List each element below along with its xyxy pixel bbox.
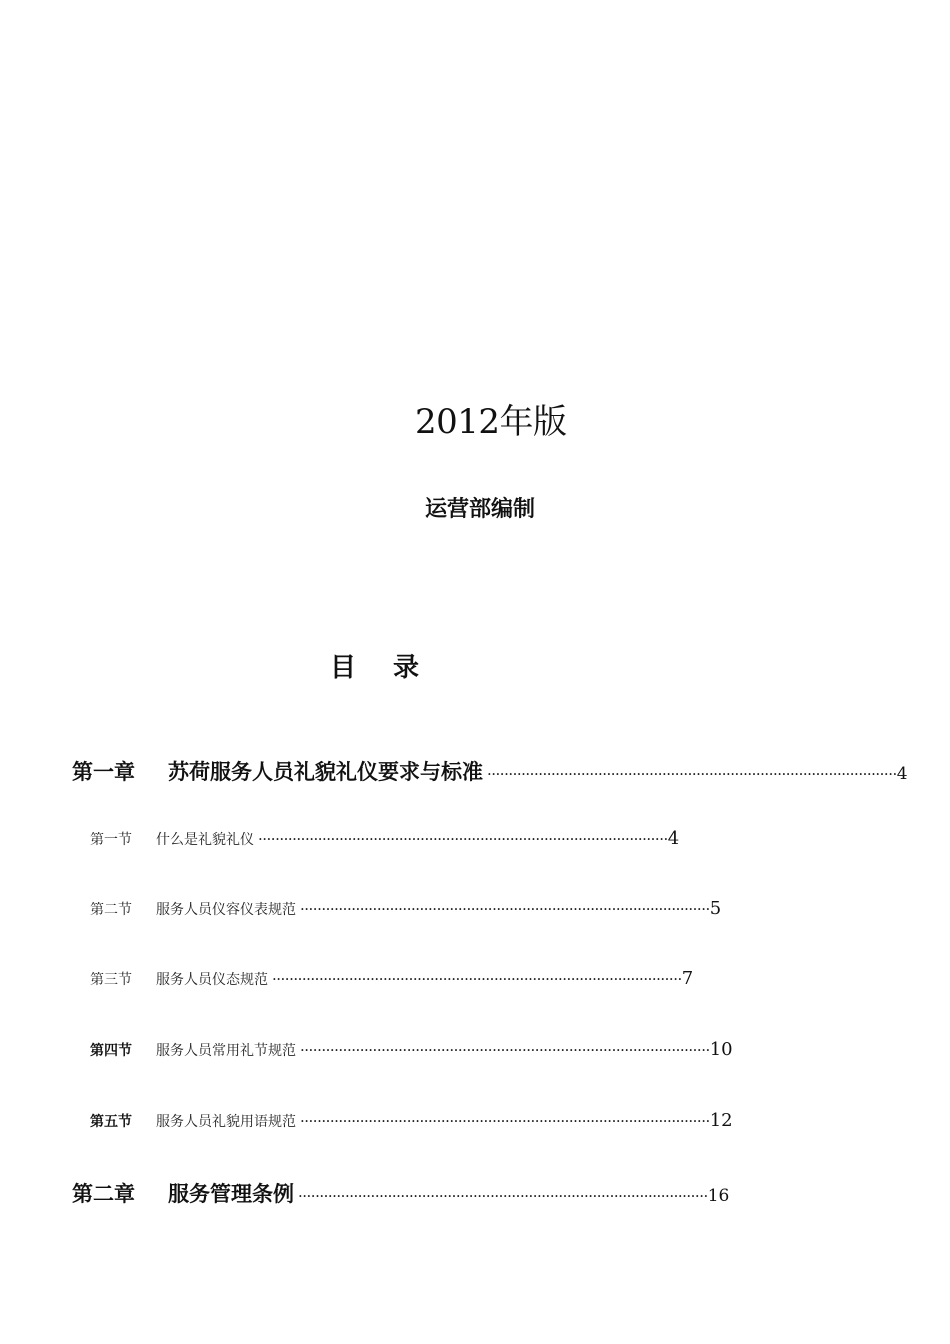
toc-entry-section-5[interactable] — [90, 1110, 733, 1140]
dot-leader: ································································································ — [487, 765, 897, 783]
toc-entry-number: 第五节 — [90, 1114, 132, 1130]
toc-entry-page: 16 — [707, 1186, 730, 1206]
toc-entry-section-1[interactable] — [90, 828, 680, 858]
dot-leader: ································································································ — [258, 830, 668, 848]
compiler-department: 运营部编制 — [425, 497, 536, 522]
toc-entry-page: 5 — [709, 898, 722, 919]
dot-leader: ································································································ — [300, 1112, 710, 1130]
toc-entry-title: 什么是礼貌礼仪 — [156, 832, 254, 848]
edition-year: 2012年版 — [415, 402, 567, 442]
dot-leader: ································································································ — [300, 900, 710, 918]
toc-entry-page: 12 — [709, 1110, 733, 1131]
toc-entry-section-3[interactable] — [90, 968, 694, 998]
toc-entry-page: 7 — [681, 968, 694, 989]
toc-entry-number: 第二节 — [90, 902, 132, 918]
toc-entry-page: 10 — [709, 1039, 733, 1060]
toc-entry-chapter-1[interactable] — [72, 756, 908, 790]
toc-title: 目 录 — [330, 653, 434, 683]
toc-entry-title: 服务人员常用礼节规范 — [156, 1043, 296, 1059]
toc-entry-number: 第四节 — [90, 1043, 132, 1059]
toc-entry-title: 苏荷服务人员礼貌礼仪要求与标准 — [168, 760, 483, 784]
toc-entry-section-4[interactable] — [90, 1039, 733, 1069]
toc-entry-number: 第二章 — [72, 1182, 135, 1206]
toc-entry-chapter-2[interactable] — [72, 1178, 730, 1212]
toc-entry-title: 服务人员礼貌用语规范 — [156, 1114, 296, 1130]
dot-leader: ································································································ — [272, 970, 682, 988]
toc-entry-section-2[interactable] — [90, 898, 722, 928]
dot-leader: ································································································ — [298, 1187, 708, 1205]
dot-leader: ································································································ — [300, 1041, 710, 1059]
toc-entry-number: 第一章 — [72, 760, 135, 784]
toc-entry-number: 第三节 — [90, 972, 132, 988]
toc-entry-page: 4 — [896, 764, 908, 784]
toc-entry-title: 服务管理条例 — [168, 1182, 294, 1206]
toc-entry-page: 4 — [667, 828, 680, 849]
toc-entry-number: 第一节 — [90, 832, 132, 848]
toc-entry-title: 服务人员仪容仪表规范 — [156, 902, 296, 918]
toc-entry-title: 服务人员仪态规范 — [156, 972, 268, 988]
